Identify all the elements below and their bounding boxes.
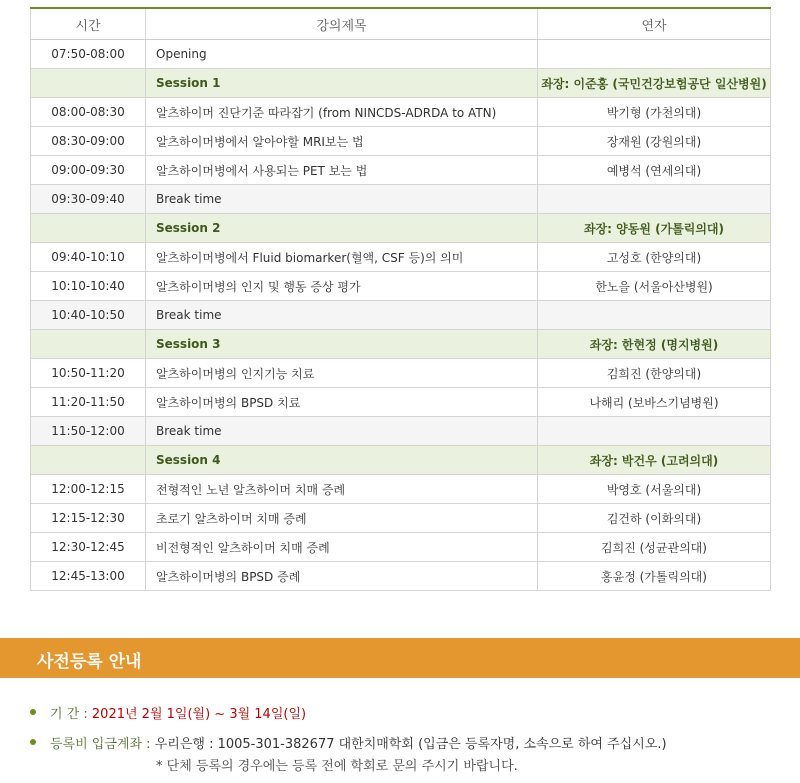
time-cell — [31, 446, 146, 475]
time-cell: 12:15-12:30 — [31, 504, 146, 533]
time-cell: 11:20-11:50 — [31, 388, 146, 417]
title-cell: Session 4 — [146, 446, 538, 475]
title-cell: 알츠하이머병에서 알아야할 MRI보는 법 — [146, 127, 538, 156]
account-label: 등록비 입금계좌 : — [50, 737, 151, 752]
title-cell: 전형적인 노년 알츠하이머 치매 증례 — [146, 475, 538, 504]
title-cell: 알츠하이머병의 인지기능 치료 — [146, 359, 538, 388]
time-cell: 09:30-09:40 — [31, 185, 146, 214]
session-row — [31, 214, 771, 243]
title-cell: Break time — [146, 301, 538, 330]
time-cell: 08:30-09:00 — [31, 127, 146, 156]
break-row — [31, 185, 771, 214]
speaker-cell: 예병석 (연세의대) — [538, 156, 771, 185]
title-cell: Session 3 — [146, 330, 538, 359]
table-row — [31, 272, 771, 301]
title-cell: 알츠하이머병에서 사용되는 PET 보는 법 — [146, 156, 538, 185]
time-cell — [31, 330, 146, 359]
title-cell: Session 1 — [146, 69, 538, 98]
speaker-cell — [538, 301, 771, 330]
time-cell: 08:00-08:30 — [31, 98, 146, 127]
speaker-cell: 박기형 (가천의대) — [538, 98, 771, 127]
speaker-cell — [538, 185, 771, 214]
break-row — [31, 417, 771, 446]
table-row — [31, 475, 771, 504]
time-cell: 10:40-10:50 — [31, 301, 146, 330]
table-row — [31, 156, 771, 185]
time-cell — [31, 214, 146, 243]
speaker-cell: 좌장: 박건우 (고려의대) — [538, 446, 771, 475]
speaker-cell: 김건하 (이화의대) — [538, 504, 771, 533]
title-cell: 비전형적인 알츠하이머 치매 증례 — [146, 533, 538, 562]
group-registration-note: * 단체 등록의 경우에는 등록 전에 학회로 문의 주시기 바랍니다. — [156, 759, 518, 774]
title-cell: 알츠하이머 진단기준 따라잡기 (from NINCDS-ADRDA to ATN) — [146, 98, 538, 127]
title-cell: Opening — [146, 40, 538, 69]
account-item — [30, 733, 770, 751]
time-cell: 12:30-12:45 — [31, 533, 146, 562]
title-cell: Session 2 — [146, 214, 538, 243]
speaker-cell: 홍윤정 (가톨릭의대) — [538, 562, 771, 591]
session-row — [31, 69, 771, 98]
speaker-cell: 한노을 (서울아산병원) — [538, 272, 771, 301]
period-value: 2021년 2월 1일(월) ~ 3월 14일(일) — [91, 707, 307, 722]
period-item — [30, 703, 770, 721]
table-header-row — [31, 8, 771, 40]
speaker-cell: 좌장: 이준홍 (국민건강보험공단 일산병원) — [538, 69, 771, 98]
table-row — [31, 562, 771, 591]
speaker-cell: 고성호 (한양의대) — [538, 243, 771, 272]
time-cell: 12:00-12:15 — [31, 475, 146, 504]
registration-heading: 사전등록 안내 — [37, 652, 142, 672]
table-row — [31, 533, 771, 562]
header-speaker: 연자 — [538, 8, 771, 40]
speaker-cell: 나해리 (보바스기념병원) — [538, 388, 771, 417]
break-row — [31, 301, 771, 330]
speaker-cell: 박영호 (서울의대) — [538, 475, 771, 504]
title-cell: 알츠하이머병의 인지 및 행동 증상 평가 — [146, 272, 538, 301]
bullet-icon — [30, 709, 36, 715]
table-row — [31, 127, 771, 156]
title-cell: 알츠하이머병의 BPSD 치료 — [146, 388, 538, 417]
title-cell: 알츠하이머병의 BPSD 증례 — [146, 562, 538, 591]
period-label: 기 간 : — [50, 707, 88, 722]
registration-banner — [0, 638, 800, 678]
speaker-cell: 좌장: 양동원 (가톨릭의대) — [538, 214, 771, 243]
session-row — [31, 446, 771, 475]
title-cell: 초로기 알츠하이머 치매 증례 — [146, 504, 538, 533]
time-cell — [31, 69, 146, 98]
schedule-body — [31, 40, 771, 591]
schedule-table — [30, 7, 771, 591]
title-cell: Break time — [146, 417, 538, 446]
bullet-icon — [30, 739, 36, 745]
time-cell: 07:50-08:00 — [31, 40, 146, 69]
speaker-cell: 김희진 (한양의대) — [538, 359, 771, 388]
account-value: 우리은행 : 1005-301-382677 대한치매학회 (입금은 등록자명, 소속으로 하여 주십시오.) — [154, 737, 667, 752]
session-row — [31, 330, 771, 359]
title-cell: 알츠하이머병에서 Fluid biomarker(혈액, CSF 등)의 의미 — [146, 243, 538, 272]
table-row — [31, 359, 771, 388]
table-row — [31, 40, 771, 69]
speaker-cell: 장재원 (강원의대) — [538, 127, 771, 156]
time-cell: 11:50-12:00 — [31, 417, 146, 446]
table-row — [31, 98, 771, 127]
table-row — [31, 388, 771, 417]
table-row — [31, 243, 771, 272]
time-cell: 10:10-10:40 — [31, 272, 146, 301]
speaker-cell — [538, 417, 771, 446]
header-title: 강의제목 — [146, 8, 538, 40]
speaker-cell: 김희진 (성균관의대) — [538, 533, 771, 562]
time-cell: 09:00-09:30 — [31, 156, 146, 185]
title-cell: Break time — [146, 185, 538, 214]
time-cell: 12:45-13:00 — [31, 562, 146, 591]
speaker-cell: 좌장: 한현정 (명지병원) — [538, 330, 771, 359]
time-cell: 10:50-11:20 — [31, 359, 146, 388]
table-row — [31, 504, 771, 533]
header-time: 시간 — [31, 8, 146, 40]
time-cell: 09:40-10:10 — [31, 243, 146, 272]
speaker-cell — [538, 40, 771, 69]
